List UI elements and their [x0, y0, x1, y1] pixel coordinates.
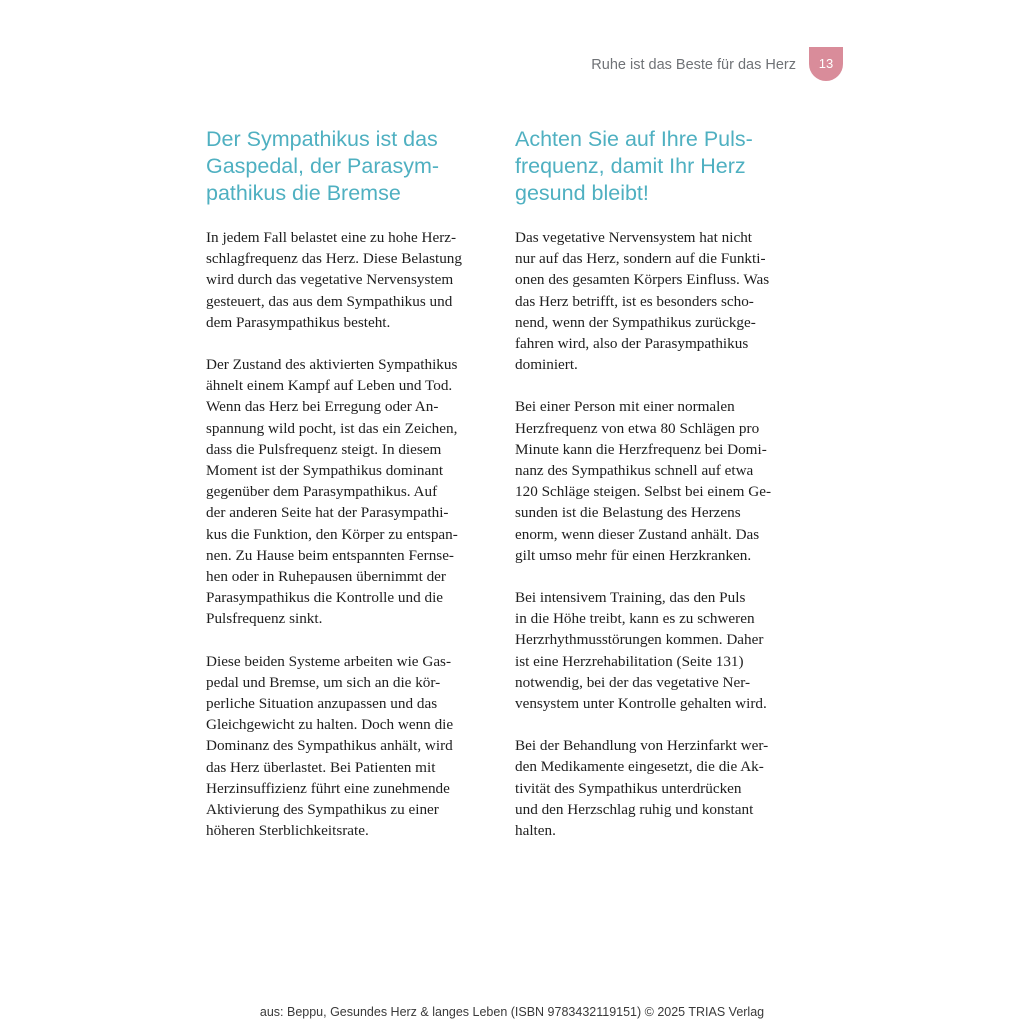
text-line: sunden ist die Belastung des Herzens — [515, 504, 741, 522]
body-paragraph — [206, 651, 502, 842]
text-line: Moment ist der Sympathikus dominant — [206, 462, 444, 480]
body-paragraph — [206, 354, 502, 630]
text-line: gegenüber dem Parasympathikus. Auf — [206, 483, 438, 501]
text-line: dominiert. — [515, 356, 578, 374]
text-line: das Herz überlastet. Bei Patienten mit — [206, 758, 436, 776]
text-line: pedal und Bremse, um sich an die kör- — [206, 673, 441, 691]
body-paragraph — [515, 587, 811, 714]
text-line: halten. — [515, 822, 556, 840]
text-line: nend, wenn der Sympathikus zurückge- — [515, 313, 756, 331]
heading-line: gesund bleibt! — [515, 181, 649, 205]
text-line: höheren Sterblichkeitsrate. — [206, 822, 369, 840]
text-line: notwendig, bei der das vegetative Ner- — [515, 673, 751, 691]
text-line: vensystem unter Kontrolle gehalten wird. — [515, 695, 767, 713]
text-line: wird durch das vegetative Nervensystem — [206, 271, 454, 289]
text-line: Dominanz des Sympathikus anhält, wird — [206, 737, 453, 755]
heading-line: Achten Sie auf Ihre Puls- — [515, 127, 753, 151]
heading-line: frequenz, damit Ihr Herz — [515, 154, 746, 178]
text-line: in die Höhe treibt, kann es zu schweren — [515, 610, 755, 628]
text-line: dass die Pulsfrequenz steigt. In diesem — [206, 440, 442, 458]
text-line: nur auf das Herz, sondern auf die Funkti- — [515, 250, 766, 268]
text-line: dem Parasympathikus besteht. — [206, 313, 391, 331]
text-line: fahren wird, also der Parasympathikus — [515, 335, 749, 353]
text-line: Parasympathikus die Kontrolle und die — [206, 589, 444, 607]
text-line: Der Zustand des aktivierten Sympathikus — [206, 356, 458, 374]
text-line: schlagfrequenz das Herz. Diese Belastung — [206, 250, 462, 268]
left-column-heading — [206, 126, 502, 207]
text-line: enorm, wenn dieser Zustand anhält. Das — [515, 525, 760, 543]
text-line: Herzinsuffizienz führt eine zunehmende — [206, 779, 450, 797]
heading-line: pathikus die Bremse — [206, 181, 401, 205]
body-paragraph — [515, 396, 811, 566]
text-line: perliche Situation anzupassen und das — [206, 695, 438, 713]
text-line: Wenn das Herz bei Erregung oder An- — [206, 398, 439, 416]
text-line: gesteuert, das aus dem Sympathikus und — [206, 292, 453, 310]
heading-line: Der Sympathikus ist das — [206, 127, 438, 151]
body-paragraph — [515, 735, 811, 841]
text-line: Herzfrequenz von etwa 80 Schlägen pro — [515, 419, 760, 437]
text-line: kus die Funktion, den Körper zu entspan- — [206, 525, 458, 543]
text-line: Das vegetative Nervensystem hat nicht — [515, 229, 753, 246]
text-line: tivität des Sympathikus unterdrücken — [515, 779, 742, 797]
body-paragraph — [515, 227, 811, 375]
text-line: In jedem Fall belastet eine zu hohe Herz- — [206, 229, 457, 246]
text-line: Aktivierung des Sympathikus zu einer — [206, 801, 439, 819]
text-line: onen des gesamten Körpers Einfluss. Was — [515, 271, 770, 289]
text-line: Bei intensivem Training, das den Puls — [515, 589, 746, 607]
text-line: Herzrhythmusstörungen kommen. Daher — [515, 631, 764, 649]
text-line: Minute kann die Herzfrequenz bei Domi- — [515, 440, 767, 458]
right-column-heading — [515, 126, 811, 207]
left-column — [206, 126, 502, 862]
text-line: den Medikamente eingesetzt, die die Ak- — [515, 758, 764, 776]
text-line: gilt umso mehr für einen Herzkranken. — [515, 546, 752, 564]
right-column — [515, 126, 811, 862]
text-line: nen. Zu Hause beim entspannten Fernse- — [206, 546, 454, 564]
text-line: ist eine Herzrehabilitation (Seite 131) — [515, 652, 744, 670]
heading-line: Gaspedal, der Parasym- — [206, 154, 440, 178]
text-line: 120 Schläge steigen. Selbst bei einem Ge- — [515, 483, 772, 501]
running-header-title: Ruhe ist das Beste für das Herz — [591, 57, 796, 73]
text-line: Pulsfrequenz sinkt. — [206, 610, 323, 628]
text-line: Diese beiden Systeme arbeiten wie Gas- — [206, 652, 452, 670]
footer-citation: aus: Beppu, Gesundes Herz & langes Leben (ISBN 9783432119151) © 2025 TRIAS Verlag — [259, 1005, 765, 1019]
text-line: hen oder in Ruhepausen übernimmt der — [206, 568, 446, 586]
text-line: spannung wild pocht, ist das ein Zeichen, — [206, 419, 458, 437]
text-line: Bei einer Person mit einer normalen — [515, 398, 735, 416]
page-number-badge: 13 — [809, 47, 843, 81]
body-paragraph — [206, 227, 502, 333]
text-line: Gleichgewicht zu halten. Doch wenn die — [206, 716, 454, 734]
text-line: der anderen Seite hat der Parasympathi- — [206, 504, 449, 522]
text-line: ähnelt einem Kampf auf Leben und Tod. — [206, 377, 453, 395]
text-line: nanz des Sympathikus schnell auf etwa — [515, 462, 754, 480]
text-line: Bei der Behandlung von Herzinfarkt wer- — [515, 737, 769, 755]
text-line: das Herz betrifft, ist es besonders scho- — [515, 292, 754, 310]
text-line: und den Herzschlag ruhig und konstant — [515, 800, 754, 818]
